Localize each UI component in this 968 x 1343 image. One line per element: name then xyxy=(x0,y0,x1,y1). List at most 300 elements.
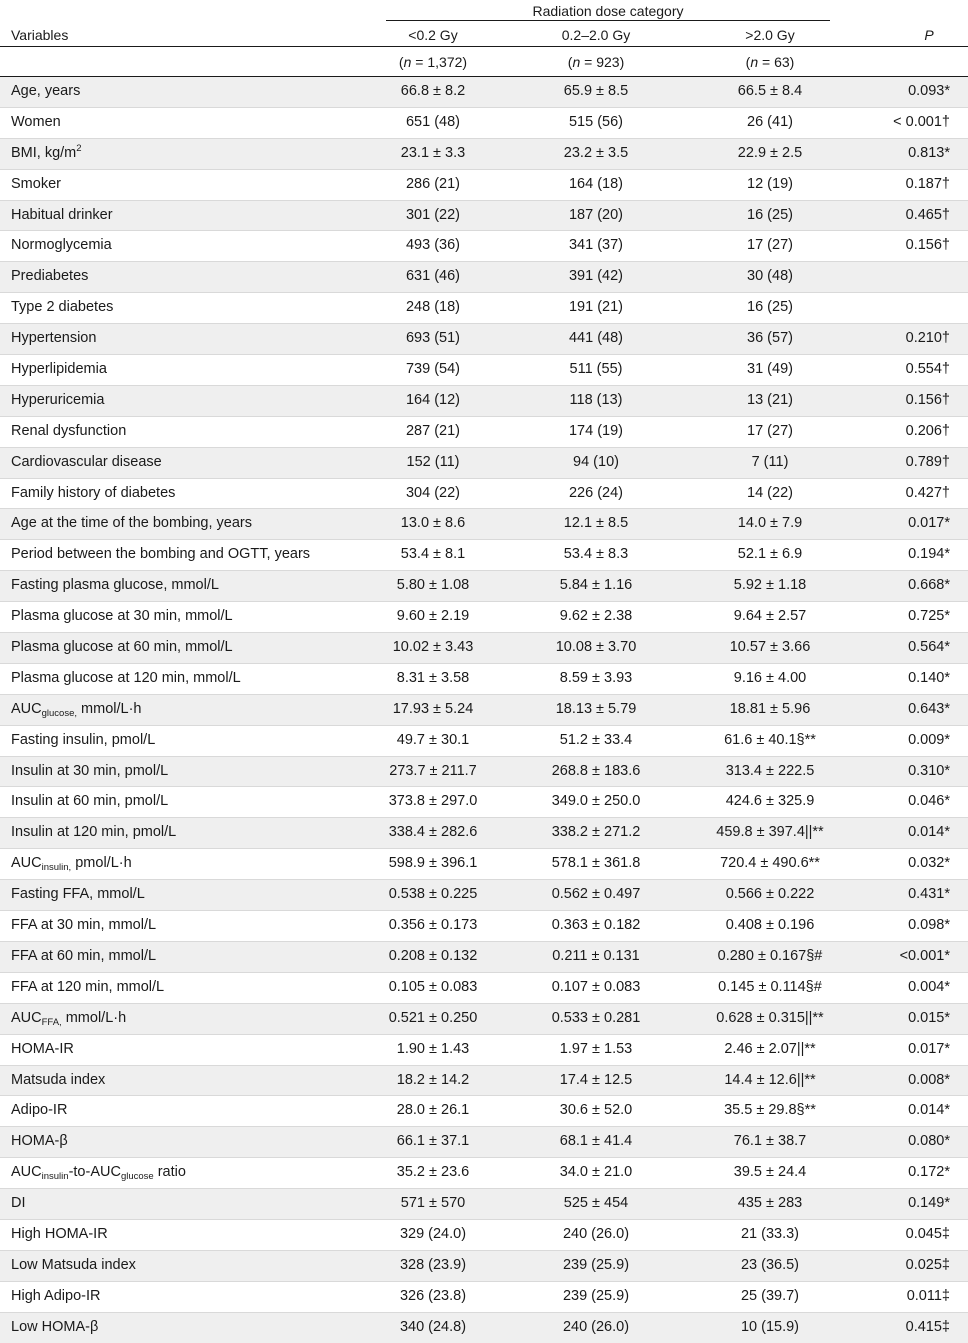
dose1-value: 0.538 ± 0.225 xyxy=(388,886,478,903)
variable-label-part: BMI, kg/m xyxy=(11,144,77,161)
dose1-value: 571 ± 570 xyxy=(400,1195,466,1212)
dose3-value: 18.81 ± 5.96 xyxy=(729,700,811,717)
dose3-value: 10 (15.9) xyxy=(740,1318,800,1335)
variable-label-part: AUC xyxy=(11,1164,42,1181)
table-row xyxy=(0,508,968,539)
dose2-value: 0.533 ± 0.281 xyxy=(551,1009,641,1026)
variable-label-part: Type 2 diabetes xyxy=(11,299,114,316)
table-row xyxy=(0,848,968,879)
variable-label-part: Fasting plasma glucose, mmol/L xyxy=(11,577,219,594)
variable-label-part: Insulin at 120 min, pmol/L xyxy=(11,824,177,841)
dose3-value: 16 (25) xyxy=(747,206,793,223)
variable-label-part: insulin xyxy=(41,1171,69,1183)
dose2-value: 578.1 ± 361.8 xyxy=(551,855,641,872)
variable-label xyxy=(11,1127,68,1157)
header-rule xyxy=(0,46,968,47)
p-value: 0.187† xyxy=(905,175,950,192)
dose2-value: 53.4 ± 8.3 xyxy=(563,546,629,563)
p-value: 0.156† xyxy=(905,237,950,254)
dose2-value: 18.13 ± 5.79 xyxy=(555,700,637,717)
p-value-header: P xyxy=(924,27,934,43)
variable-label-part: insulin, xyxy=(41,862,72,874)
table-row xyxy=(0,756,968,787)
dose2-value: 9.62 ± 2.38 xyxy=(559,608,633,625)
variable-label xyxy=(11,1282,100,1312)
dose1-value: 66.1 ± 37.1 xyxy=(396,1133,470,1150)
variable-label-part: Matsuda index xyxy=(11,1071,106,1088)
sample-size-row xyxy=(0,48,968,76)
dose1-value: 286 (21) xyxy=(405,175,460,192)
dose1-value: 493 (36) xyxy=(405,237,460,254)
dose2-value: 240 (26.0) xyxy=(562,1318,630,1335)
p-value: 0.465† xyxy=(905,206,950,223)
dose2-value: 68.1 ± 41.4 xyxy=(559,1133,633,1150)
table-row xyxy=(0,1003,968,1034)
dose1-value: 53.4 ± 8.1 xyxy=(400,546,466,563)
dose1-value: 28.0 ± 26.1 xyxy=(396,1102,470,1119)
variable-label-part: Cardiovascular disease xyxy=(11,453,162,470)
table-row xyxy=(0,200,968,231)
variable-label xyxy=(11,849,132,880)
dose1-value: 273.7 ± 211.7 xyxy=(389,762,477,779)
dose1-header: <0.2 Gy xyxy=(408,27,458,43)
dose3-value: 459.8 ± 397.4||** xyxy=(716,824,824,841)
p-value: 0.045‡ xyxy=(905,1225,950,1242)
variable-label-part: AUC xyxy=(11,700,42,717)
dose1-value: 152 (11) xyxy=(406,453,460,470)
dose2-value: 187 (20) xyxy=(568,206,623,223)
dose2-value: 0.211 ± 0.131 xyxy=(552,947,640,964)
dose1-value: 739 (54) xyxy=(405,361,460,378)
dose3-value: 2.46 ± 2.07||** xyxy=(724,1040,816,1057)
variable-label xyxy=(11,201,113,231)
table-row xyxy=(0,385,968,416)
p-value: 0.668* xyxy=(908,577,950,594)
variable-label-part: Plasma glucose at 120 min, mmol/L xyxy=(11,669,241,686)
p-value: 0.093* xyxy=(908,83,950,99)
table-row xyxy=(0,76,968,107)
variable-label xyxy=(11,355,107,385)
dose2-value: 525 ± 454 xyxy=(563,1195,629,1212)
variable-label xyxy=(11,973,164,1003)
dose3-value: 5.92 ± 1.18 xyxy=(733,577,807,594)
span-header-rule xyxy=(386,20,830,21)
dose1-value: 164 (12) xyxy=(405,391,460,408)
dose2-value: 5.84 ± 1.16 xyxy=(559,577,633,594)
dose2-value: 239 (25.9) xyxy=(562,1287,630,1304)
table-row xyxy=(0,1281,968,1312)
p-value: 0.310* xyxy=(908,762,950,779)
dose1-value: 340 (24.8) xyxy=(399,1318,467,1335)
p-value: 0.172* xyxy=(908,1164,950,1181)
table-row xyxy=(0,107,968,138)
table-row xyxy=(0,138,968,169)
dose2-value: 341 (37) xyxy=(568,237,623,254)
dose3-value: 313.4 ± 222.5 xyxy=(725,762,815,779)
dose3-value: 14.0 ± 7.9 xyxy=(737,515,803,532)
dose3-value: 7 (11) xyxy=(751,453,789,470)
variable-label-part: glucose xyxy=(120,1171,154,1183)
p-value: 0.046* xyxy=(908,793,950,810)
variable-label-part: mmol/L·h xyxy=(61,1009,127,1026)
variable-label-part: glucose, xyxy=(41,707,78,719)
dose1-value: 0.208 ± 0.132 xyxy=(388,947,478,964)
dose2-value: 268.8 ± 183.6 xyxy=(551,762,641,779)
table-row xyxy=(0,292,968,323)
dose3-value: 61.6 ± 40.1§** xyxy=(724,731,816,748)
dose3-value: 720.4 ± 490.6** xyxy=(720,855,820,872)
variable-label-part: Fasting FFA, mmol/L xyxy=(11,886,145,903)
variable-label xyxy=(11,1096,67,1126)
dose2-value: 515 (56) xyxy=(568,113,623,130)
variable-label-part: Family history of diabetes xyxy=(11,484,176,501)
variable-label xyxy=(11,695,141,726)
variable-label-part: FFA at 60 min, mmol/L xyxy=(11,947,157,964)
table-row xyxy=(0,910,968,941)
p-value: 0.554† xyxy=(905,361,950,378)
table-row xyxy=(0,1219,968,1250)
dose1-value: 598.9 ± 396.1 xyxy=(388,855,478,872)
dose3-value: 35.5 ± 29.8§** xyxy=(724,1102,816,1119)
p-value: 0.032* xyxy=(908,855,950,872)
variable-label-part: High HOMA-IR xyxy=(11,1225,108,1242)
dose2-value: 239 (25.9) xyxy=(562,1256,630,1273)
table-row xyxy=(0,817,968,848)
dose2-value: 338.2 ± 271.2 xyxy=(551,824,641,841)
variable-label-part: Adipo-IR xyxy=(11,1102,68,1119)
dose3-value: 0.280 ± 0.167§# xyxy=(717,947,823,964)
dose3-value: 0.145 ± 0.114§# xyxy=(718,978,822,995)
table-row xyxy=(0,1126,968,1157)
variable-label xyxy=(11,324,96,354)
variable-label xyxy=(11,880,145,910)
variable-label xyxy=(11,1189,26,1219)
variable-label-part: Fasting insulin, pmol/L xyxy=(11,731,156,748)
table-row xyxy=(0,632,968,663)
variable-label-part: HOMA-IR xyxy=(11,1040,74,1057)
dose2-value: 17.4 ± 12.5 xyxy=(559,1071,633,1088)
variable-label xyxy=(11,262,88,292)
variable-label-part: Period between the bombing and OGTT, years xyxy=(11,546,311,563)
dose3-value: 16 (25) xyxy=(747,299,793,316)
variable-label xyxy=(11,726,155,756)
table-row xyxy=(0,1188,968,1219)
variable-label-part: Insulin at 60 min, pmol/L xyxy=(11,793,169,810)
dose1-value: 651 (48) xyxy=(405,113,460,130)
dose2-value: 191 (21) xyxy=(568,299,623,316)
variable-label xyxy=(11,1066,105,1096)
dose2-value: 349.0 ± 250.0 xyxy=(551,793,641,810)
variable-label xyxy=(11,1220,108,1250)
dose3-value: 0.566 ± 0.222 xyxy=(725,886,815,903)
variable-label-part: DI xyxy=(11,1195,26,1212)
table-row xyxy=(0,1157,968,1188)
dose2-header: 0.2–2.0 Gy xyxy=(561,27,631,43)
dose2-value: 240 (26.0) xyxy=(562,1225,630,1242)
variable-label xyxy=(11,509,252,539)
p-value: 0.194* xyxy=(908,546,950,563)
variable-label-part: Plasma glucose at 60 min, mmol/L xyxy=(11,639,233,656)
dose3-value: 0.628 ± 0.315||** xyxy=(716,1009,824,1026)
dose3-value: 14.4 ± 12.6||** xyxy=(724,1071,816,1088)
table-row xyxy=(0,972,968,1003)
p-value: 0.080* xyxy=(908,1133,950,1150)
n1-cell: (n = 1,372) xyxy=(398,54,468,70)
dose1-value: 17.93 ± 5.24 xyxy=(392,700,474,717)
dose2-value: 226 (24) xyxy=(568,484,623,501)
dose3-value: 39.5 ± 24.4 xyxy=(733,1164,807,1181)
variable-label xyxy=(11,942,156,972)
variable-label xyxy=(11,1251,136,1281)
p-value: 0.564* xyxy=(908,639,950,656)
variable-label-part: Hyperlipidemia xyxy=(11,361,107,378)
dose1-value: 23.1 ± 3.3 xyxy=(400,144,466,161)
dose3-value: 36 (57) xyxy=(747,330,793,347)
dose2-value: 94 (10) xyxy=(573,453,619,470)
dose1-value: 8.31 ± 3.58 xyxy=(396,669,470,686)
dose2-value: 65.9 ± 8.5 xyxy=(563,83,629,99)
dose2-value: 34.0 ± 21.0 xyxy=(559,1164,633,1181)
dose1-value: 66.8 ± 8.2 xyxy=(400,83,466,99)
dose2-value: 174 (19) xyxy=(568,422,623,439)
dose3-value: 30 (48) xyxy=(747,268,793,285)
variable-label xyxy=(11,664,241,694)
dose3-value: 21 (33.3) xyxy=(740,1225,800,1242)
p-value: 0.789† xyxy=(905,453,950,470)
dose2-value: 0.562 ± 0.497 xyxy=(551,886,641,903)
table-row xyxy=(0,1250,968,1281)
table-row xyxy=(0,354,968,385)
dose1-value: 18.2 ± 14.2 xyxy=(396,1071,470,1088)
variable-label xyxy=(11,818,176,848)
dose3-value: 22.9 ± 2.5 xyxy=(737,144,803,161)
variable-label-part: HOMA-β xyxy=(11,1133,68,1150)
table-row xyxy=(0,601,968,632)
dose3-value: 13 (21) xyxy=(747,391,793,408)
dose2-value: 118 (13) xyxy=(569,391,623,408)
p-value: 0.009* xyxy=(908,731,950,748)
variable-label-part: AUC xyxy=(11,1009,42,1026)
dose3-value: 17 (27) xyxy=(747,422,793,439)
dose3-value: 52.1 ± 6.9 xyxy=(737,546,803,563)
dose2-value: 1.97 ± 1.53 xyxy=(559,1040,633,1057)
table-row xyxy=(0,416,968,447)
table-row xyxy=(0,1034,968,1065)
variable-label xyxy=(11,911,156,941)
table-row xyxy=(0,447,968,478)
table-row xyxy=(0,663,968,694)
dose1-value: 329 (24.0) xyxy=(399,1225,467,1242)
p-value: 0.015* xyxy=(908,1009,950,1026)
dose1-value: 338.4 ± 282.6 xyxy=(388,824,478,841)
dose-category-span-header: Radiation dose category xyxy=(532,3,684,19)
dose3-value: 424.6 ± 325.9 xyxy=(725,793,815,810)
p-value: 0.025‡ xyxy=(905,1256,950,1273)
variable-label-part: Age at the time of the bombing, years xyxy=(11,515,252,532)
p-value: 0.017* xyxy=(908,1040,950,1057)
table-row xyxy=(0,1312,968,1343)
p-value: 0.813* xyxy=(908,144,950,161)
dose1-value: 0.105 ± 0.083 xyxy=(388,978,478,995)
dose2-value: 0.107 ± 0.083 xyxy=(551,978,641,995)
dose2-value: 23.2 ± 3.5 xyxy=(563,144,629,161)
p-value: <0.001* xyxy=(899,947,950,964)
p-value: 0.011‡ xyxy=(906,1287,950,1304)
table-row xyxy=(0,1095,968,1126)
variable-label xyxy=(11,1313,98,1343)
variable-label-part: AUC xyxy=(11,855,42,872)
variable-label-part: Hyperuricemia xyxy=(11,391,105,408)
table-row xyxy=(0,694,968,725)
dose1-value: 301 (22) xyxy=(405,206,460,223)
p-value: 0.017* xyxy=(908,515,950,532)
dose1-value: 49.7 ± 30.1 xyxy=(396,731,470,748)
variable-label-part: Women xyxy=(11,113,61,130)
dose2-value: 12.1 ± 8.5 xyxy=(563,515,629,532)
p-value: 0.014* xyxy=(908,1102,950,1119)
variable-label xyxy=(11,1158,186,1189)
variable-label xyxy=(11,293,113,323)
dose1-value: 9.60 ± 2.19 xyxy=(396,608,470,625)
column-header-row xyxy=(0,24,968,46)
dose3-value: 66.5 ± 8.4 xyxy=(737,83,803,99)
variable-label xyxy=(11,417,126,447)
dose2-value: 8.59 ± 3.93 xyxy=(559,669,633,686)
table-row xyxy=(0,323,968,354)
variable-label xyxy=(11,1004,126,1035)
dose1-value: 35.2 ± 23.6 xyxy=(396,1164,470,1181)
n3-cell: (n = 63) xyxy=(745,54,795,70)
dose3-value: 0.408 ± 0.196 xyxy=(725,917,815,934)
variable-label-part: Hypertension xyxy=(11,330,97,347)
variable-label xyxy=(11,386,104,416)
variable-label xyxy=(11,602,233,632)
dose2-value: 164 (18) xyxy=(568,175,623,192)
table-row xyxy=(0,879,968,910)
p-value: 0.004* xyxy=(908,978,950,995)
variable-label xyxy=(11,1035,74,1065)
dose1-value: 631 (46) xyxy=(405,268,460,285)
dose1-value: 5.80 ± 1.08 xyxy=(396,577,470,594)
dose2-value: 10.08 ± 3.70 xyxy=(555,639,637,656)
p-value: 0.415‡ xyxy=(905,1318,950,1335)
p-value: 0.098* xyxy=(908,917,950,934)
variable-label xyxy=(11,757,168,787)
table-row xyxy=(0,539,968,570)
table-body xyxy=(0,76,968,1343)
p-value: 0.427† xyxy=(905,484,950,501)
variable-label-part: mmol/L·h xyxy=(77,700,142,717)
dose1-value: 0.356 ± 0.173 xyxy=(388,917,478,934)
variable-label-part: pmol/L·h xyxy=(71,855,132,872)
table-row xyxy=(0,478,968,509)
dose3-value: 26 (41) xyxy=(747,113,793,130)
p-value: 0.725* xyxy=(908,608,950,625)
variable-label-part: Low HOMA-β xyxy=(11,1318,99,1335)
p-value: 0.431* xyxy=(908,886,950,903)
dose3-value: 76.1 ± 38.7 xyxy=(733,1133,807,1150)
p-value: 0.210† xyxy=(905,330,950,347)
dose1-value: 0.521 ± 0.250 xyxy=(388,1009,478,1026)
dose3-value: 17 (27) xyxy=(747,237,793,254)
variable-label xyxy=(11,479,175,509)
variable-label-part: FFA, xyxy=(41,1016,62,1028)
dose3-value: 435 ± 283 xyxy=(737,1195,803,1212)
dose1-value: 304 (22) xyxy=(405,484,460,501)
variable-label-part: FFA at 30 min, mmol/L xyxy=(11,917,157,934)
p-value: 0.008* xyxy=(908,1071,950,1088)
table-row xyxy=(0,230,968,261)
table-row xyxy=(0,725,968,756)
dose3-value: 9.16 ± 4.00 xyxy=(733,669,807,686)
dose1-value: 1.90 ± 1.43 xyxy=(396,1040,470,1057)
dose3-value: 12 (19) xyxy=(747,175,793,192)
dose1-value: 693 (51) xyxy=(405,330,460,347)
variable-label-part: High Adipo-IR xyxy=(11,1287,101,1304)
dose1-value: 373.8 ± 297.0 xyxy=(388,793,478,810)
variable-label xyxy=(11,108,61,138)
dose3-value: 23 (36.5) xyxy=(740,1256,800,1273)
dose1-value: 10.02 ± 3.43 xyxy=(392,639,474,656)
table-row xyxy=(0,786,968,817)
variable-label-part: Normoglycemia xyxy=(11,237,112,254)
dose1-value: 328 (23.9) xyxy=(399,1256,467,1273)
variable-label xyxy=(11,231,112,261)
dose2-value: 391 (42) xyxy=(568,268,623,285)
dose1-value: 287 (21) xyxy=(405,422,460,439)
variable-label-part: Plasma glucose at 30 min, mmol/L xyxy=(11,608,233,625)
dose2-value: 30.6 ± 52.0 xyxy=(559,1102,633,1119)
p-value: < 0.001† xyxy=(893,113,950,130)
dose3-value: 9.64 ± 2.57 xyxy=(733,608,807,625)
variable-label-part: ratio xyxy=(153,1164,186,1181)
dose1-value: 248 (18) xyxy=(405,299,460,316)
variable-label-part: -to-AUC xyxy=(68,1164,121,1181)
dose2-value: 51.2 ± 33.4 xyxy=(559,731,633,748)
variable-label xyxy=(11,139,82,170)
variable-label-part: Low Matsuda index xyxy=(11,1256,136,1273)
p-value: 0.140* xyxy=(908,669,950,686)
p-value: 0.156† xyxy=(905,391,950,408)
dose3-header: >2.0 Gy xyxy=(745,27,795,43)
p-value: 0.014* xyxy=(908,824,950,841)
dose3-value: 14 (22) xyxy=(747,484,793,501)
variable-label-part: Insulin at 30 min, pmol/L xyxy=(11,762,169,779)
variable-label xyxy=(11,571,219,601)
variable-label-part: Prediabetes xyxy=(11,268,89,285)
variable-label xyxy=(11,170,61,200)
variable-label xyxy=(11,633,233,663)
dose1-value: 326 (23.8) xyxy=(399,1287,467,1304)
variable-label xyxy=(11,540,310,570)
dose3-value: 31 (49) xyxy=(747,361,793,378)
dose3-value: 25 (39.7) xyxy=(740,1287,800,1304)
dose2-value: 0.363 ± 0.182 xyxy=(551,917,641,934)
variable-label-part: Habitual drinker xyxy=(11,206,113,223)
variable-label-part: Smoker xyxy=(11,175,61,192)
dose2-value: 511 (55) xyxy=(569,361,623,378)
p-value: 0.206† xyxy=(905,422,950,439)
dose2-value: 441 (48) xyxy=(568,330,623,347)
p-value: 0.643* xyxy=(908,700,950,717)
p-value: 0.149* xyxy=(908,1195,950,1212)
table-row xyxy=(0,1065,968,1096)
variable-label-part: FFA at 120 min, mmol/L xyxy=(11,978,165,995)
dose3-value: 10.57 ± 3.66 xyxy=(729,639,811,656)
variables-header: Variables xyxy=(11,27,69,43)
table-row xyxy=(0,261,968,292)
dose1-value: 13.0 ± 8.6 xyxy=(400,515,466,532)
